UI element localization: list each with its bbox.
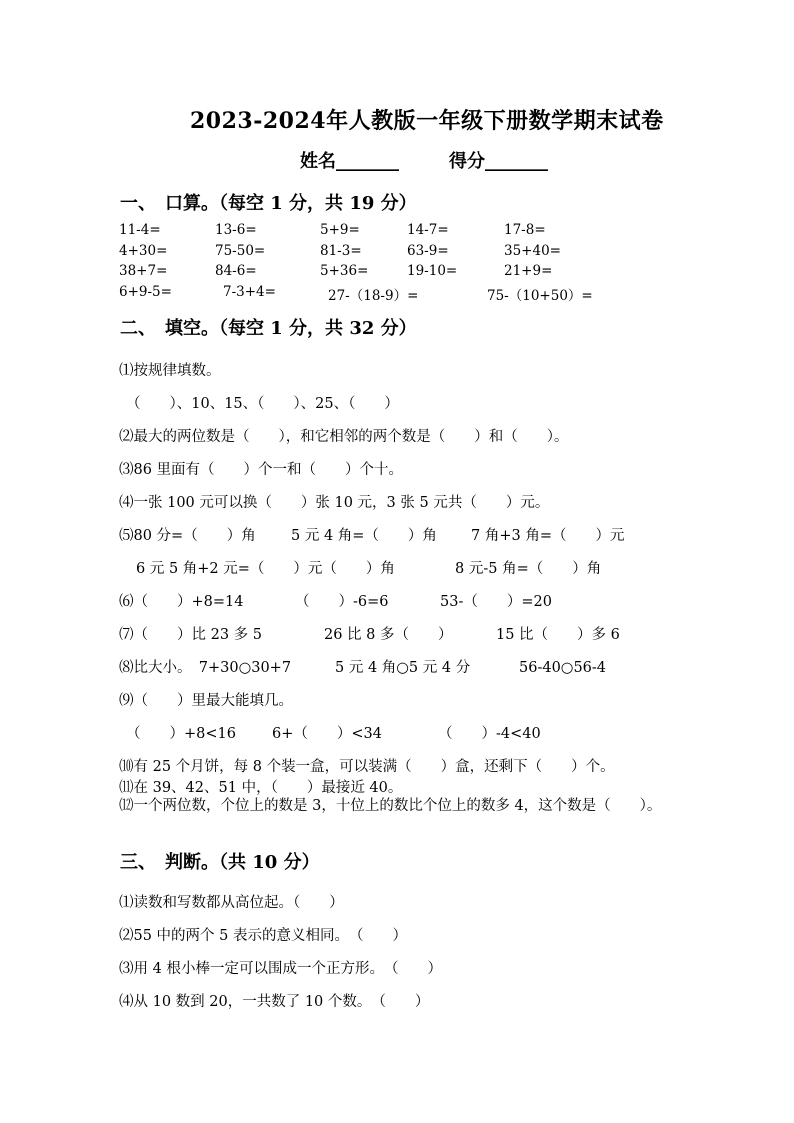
q5-part: 7 角+3 角=（ ）元: [471, 528, 625, 544]
judge-item-4: ⑷从 10 数到 20，一共数了 10 个数。 （ ）: [119, 994, 430, 1010]
oral-problem: 21+9=: [504, 263, 553, 279]
section-3-heading: 三、 判断。（共 10 分）: [120, 852, 320, 873]
oral-problem: 38+7=: [119, 263, 168, 279]
q7-part: ⑺（ ）比 23 多 5: [119, 627, 263, 643]
oral-problem: 35+40=: [504, 242, 561, 259]
question-6: [119, 590, 552, 611]
question-7: [119, 623, 620, 644]
q6-part: 53-（ ）=20: [440, 594, 552, 610]
question-12: ⑿一个两位数，个位上的数是 3，十位上的数比个位上的数多 4，这个数是（ ）。: [119, 798, 662, 814]
oral-problem: 5+36=: [320, 263, 369, 279]
q8-part: 56-40○56-4: [519, 660, 607, 676]
question-5-line-2: [136, 557, 601, 578]
question-1-sequence: （ ）、10、15、（ ）、25、（ ）: [126, 396, 399, 412]
q5-part: 6 元 5 角+2 元=（ ）元（ ）角: [136, 561, 395, 577]
question-9: ⑼（ ）里最大能填几。: [119, 693, 293, 709]
question-8: [119, 656, 606, 677]
q9-part: 6+（ ）<34: [272, 726, 382, 742]
question-3: ⑶86 里面有（ ）个一和（ ）个十。: [119, 462, 404, 478]
q5-part: ⑸80 分=（ ）角: [119, 528, 256, 544]
question-1: ⑴按规律填数。: [119, 363, 221, 379]
page-title: 2023-2024年人教版一年级下册数学期末试卷: [190, 108, 664, 134]
oral-problem: 27-（18-9）=: [328, 287, 419, 304]
oral-problem: 84-6=: [215, 263, 257, 279]
oral-problem: 6+9-5=: [119, 283, 172, 300]
oral-problem: 11-4=: [119, 222, 161, 238]
name-score-row: [300, 147, 548, 173]
q9-part: （ ）-4<40: [438, 726, 541, 742]
question-4: ⑷一张 100 元可以换（ ）张 10 元，3 张 5 元共（ ）元。: [119, 495, 550, 511]
judge-item-2: ⑵55 中的两个 5 表示的意义相同。 （ ）: [119, 928, 408, 944]
q9-part: （ ）+8<16: [126, 726, 236, 742]
question-2: ⑵最大的两位数是（ ），和它相邻的两个数是（ ）和（ ）。: [119, 429, 569, 445]
question-5-line-1: [119, 524, 624, 545]
q7-part: 15 比（ ）多 6: [496, 627, 620, 643]
q6-part: ⑹（ ）+8=14: [119, 594, 244, 610]
q5-part: 8 元-5 角=（ ）角: [455, 561, 602, 577]
oral-problem: 4+30=: [119, 242, 168, 259]
section-1-heading: 一、 口算。（每空 1 分，共 19 分）: [120, 193, 417, 214]
score-field-label: 得分_______: [449, 151, 548, 172]
question-9-line: [126, 722, 541, 743]
q8-part: ⑻比大小。 7+30○30+7: [119, 660, 292, 676]
judge-item-3: ⑶用 4 根小棒一定可以围成一个正方形。 （ ）: [119, 961, 442, 977]
q8-part: 5 元 4 角○5 元 4 分: [335, 660, 471, 676]
judge-item-1: ⑴读数和写数都从高位起。（ ）: [119, 895, 344, 911]
oral-problem: 75-50=: [215, 242, 266, 259]
oral-problem: 19-10=: [407, 263, 458, 279]
oral-problem: 14-7=: [407, 222, 449, 238]
oral-problem: 5+9=: [320, 222, 360, 238]
oral-problem: 75-（10+50）=: [487, 287, 593, 304]
oral-problem: 63-9=: [407, 242, 449, 259]
oral-problem: 17-8=: [504, 222, 546, 238]
oral-problem: 13-6=: [215, 222, 257, 238]
section-2-heading: 二、 填空。（每空 1 分，共 32 分）: [120, 318, 417, 339]
oral-problem: 7-3+4=: [223, 283, 276, 300]
q7-part: 26 比 8 多（ ）: [324, 627, 453, 643]
oral-problem: 81-3=: [320, 242, 362, 259]
question-10: ⑽有 25 个月饼，每 8 个装一盒，可以装满（ ）盒，还剩下（ ）个。: [119, 759, 615, 775]
q6-part: （ ）-6=6: [295, 594, 389, 610]
q5-part: 5 元 4 角=（ ）角: [291, 528, 437, 544]
name-field-label: 姓名_______: [300, 151, 399, 172]
question-11: ⑾在 39、42、51 中，（ ）最接近 40。: [119, 780, 403, 796]
